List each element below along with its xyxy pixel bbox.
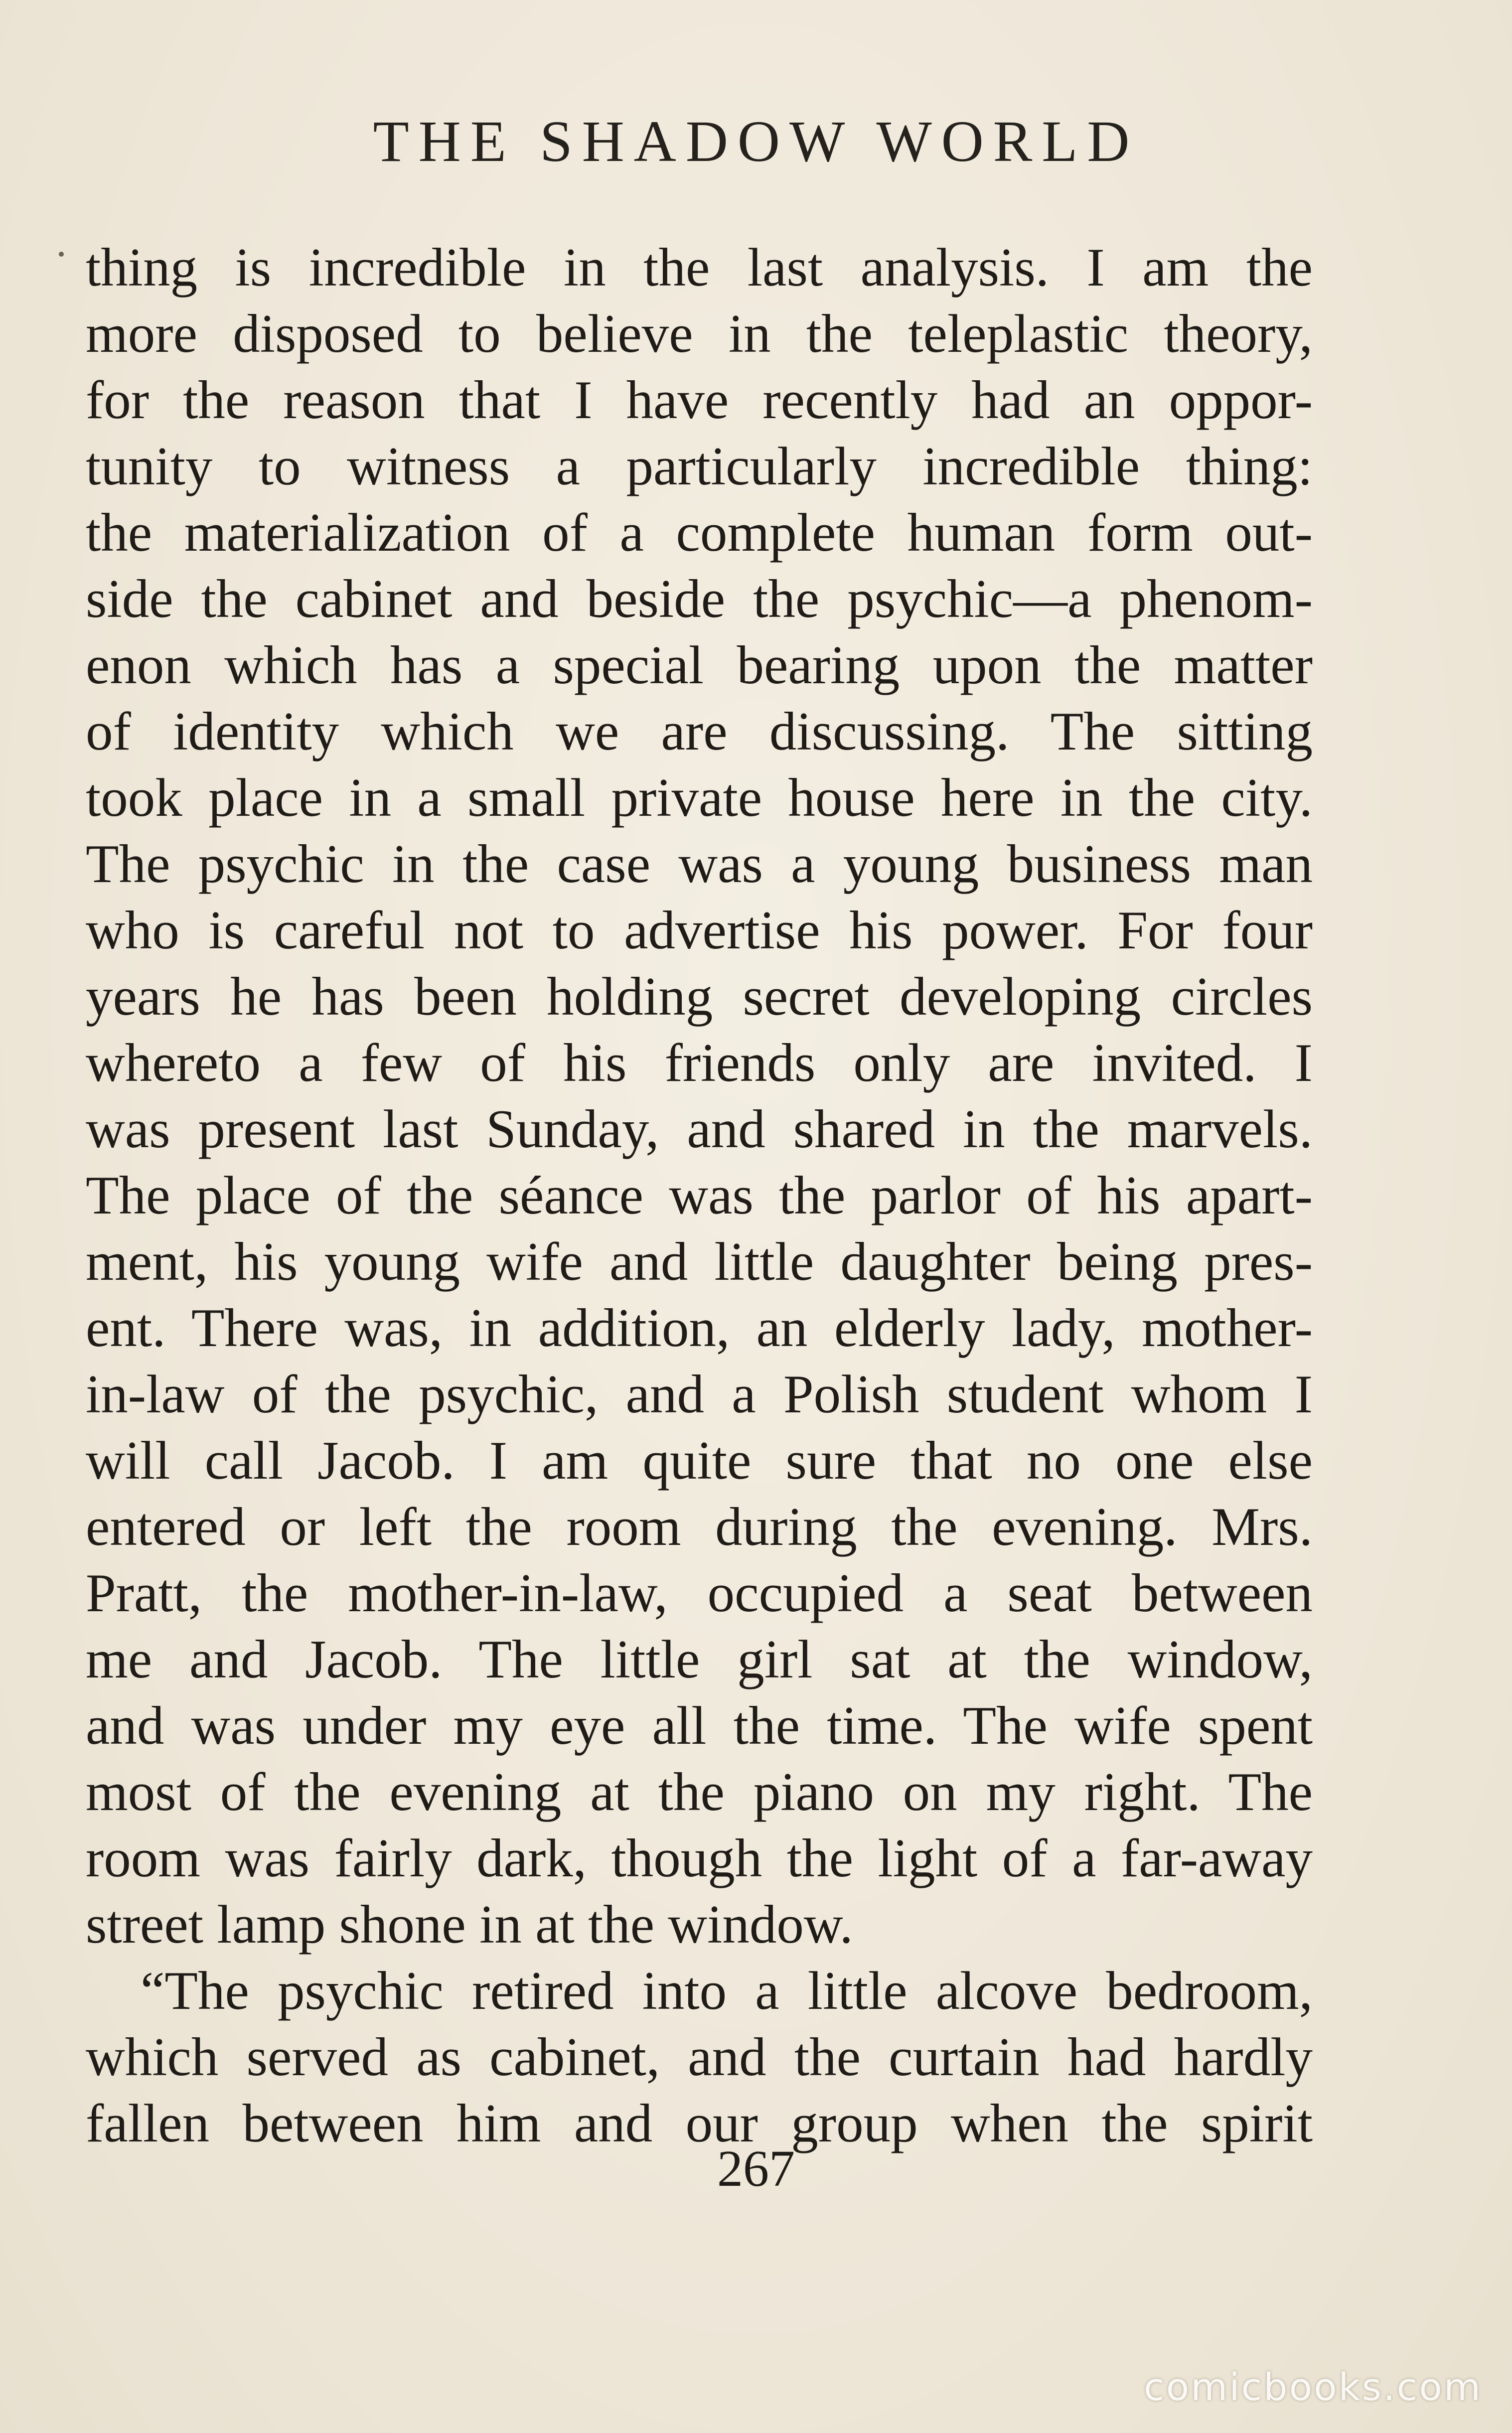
- text-line: side the cabinet and beside the psychic—a phenom-: [86, 569, 1313, 629]
- page-number: 267: [717, 2140, 795, 2197]
- text-line: the materialization of a complete human form out-: [86, 502, 1313, 563]
- text-line: tunity to witness a particularly incredible thing:: [86, 436, 1313, 496]
- text-line: The place of the séance was the parlor of his apart-: [86, 1165, 1313, 1225]
- text-line: thing is incredible in the last analysis. I am the: [86, 237, 1313, 298]
- text-line: ent. There was, in addition, an elderly lady, mother-: [86, 1298, 1313, 1358]
- text-line: was present last Sunday, and shared in the marvels.: [86, 1099, 1313, 1159]
- text-line: Pratt, the mother-in-law, occupied a seat between: [86, 1563, 1313, 1623]
- text-line: fallen between him and our group when the spirit: [86, 2093, 1313, 2153]
- body-text: [86, 234, 1313, 2156]
- text-line: who is careful not to advertise his power. For four: [86, 900, 1313, 960]
- running-head: THE SHADOW WORLD: [373, 109, 1139, 174]
- text-line: ment, his young wife and little daughter being pres-: [86, 1231, 1313, 1292]
- text-line: me and Jacob. The little girl sat at the window,: [86, 1629, 1313, 1689]
- text-line: The psychic in the case was a young business man: [86, 834, 1313, 894]
- watermark: comicbooks.com: [1143, 2365, 1482, 2409]
- text-line: will call Jacob. I am quite sure that no one else: [86, 1430, 1313, 1491]
- text-line: most of the evening at the piano on my right. The: [86, 1762, 1313, 1822]
- text-line: of identity which we are discussing. The sitting: [86, 701, 1313, 761]
- text-line: enon which has a special bearing upon the matter: [86, 635, 1313, 695]
- paper-speck: [59, 252, 64, 257]
- text-line: more disposed to believe in the teleplastic theory,: [86, 304, 1313, 364]
- text-line: and was under my eye all the time. The wife spent: [86, 1695, 1313, 1756]
- text-line: whereto a few of his friends only are invited. I: [86, 1033, 1313, 1093]
- text-line: for the reason that I have recently had an oppor-: [86, 370, 1313, 430]
- text-line-paragraph-start: “The psychic retired into a little alcove bedroom,: [141, 1961, 1313, 2021]
- text-line: took place in a small private house here in the city.: [86, 767, 1313, 828]
- text-line: which served as cabinet, and the curtain had hardly: [86, 2027, 1313, 2087]
- text-line: in-law of the psychic, and a Polish student whom I: [86, 1364, 1313, 1424]
- text-line: room was fairly dark, though the light of a far-away: [86, 1828, 1313, 1888]
- text-line: years he has been holding secret developing circles: [86, 966, 1313, 1027]
- text-line-paragraph-end: street lamp shone in at the window.: [86, 1894, 853, 1955]
- text-line: entered or left the room during the evening. Mrs.: [86, 1497, 1313, 1557]
